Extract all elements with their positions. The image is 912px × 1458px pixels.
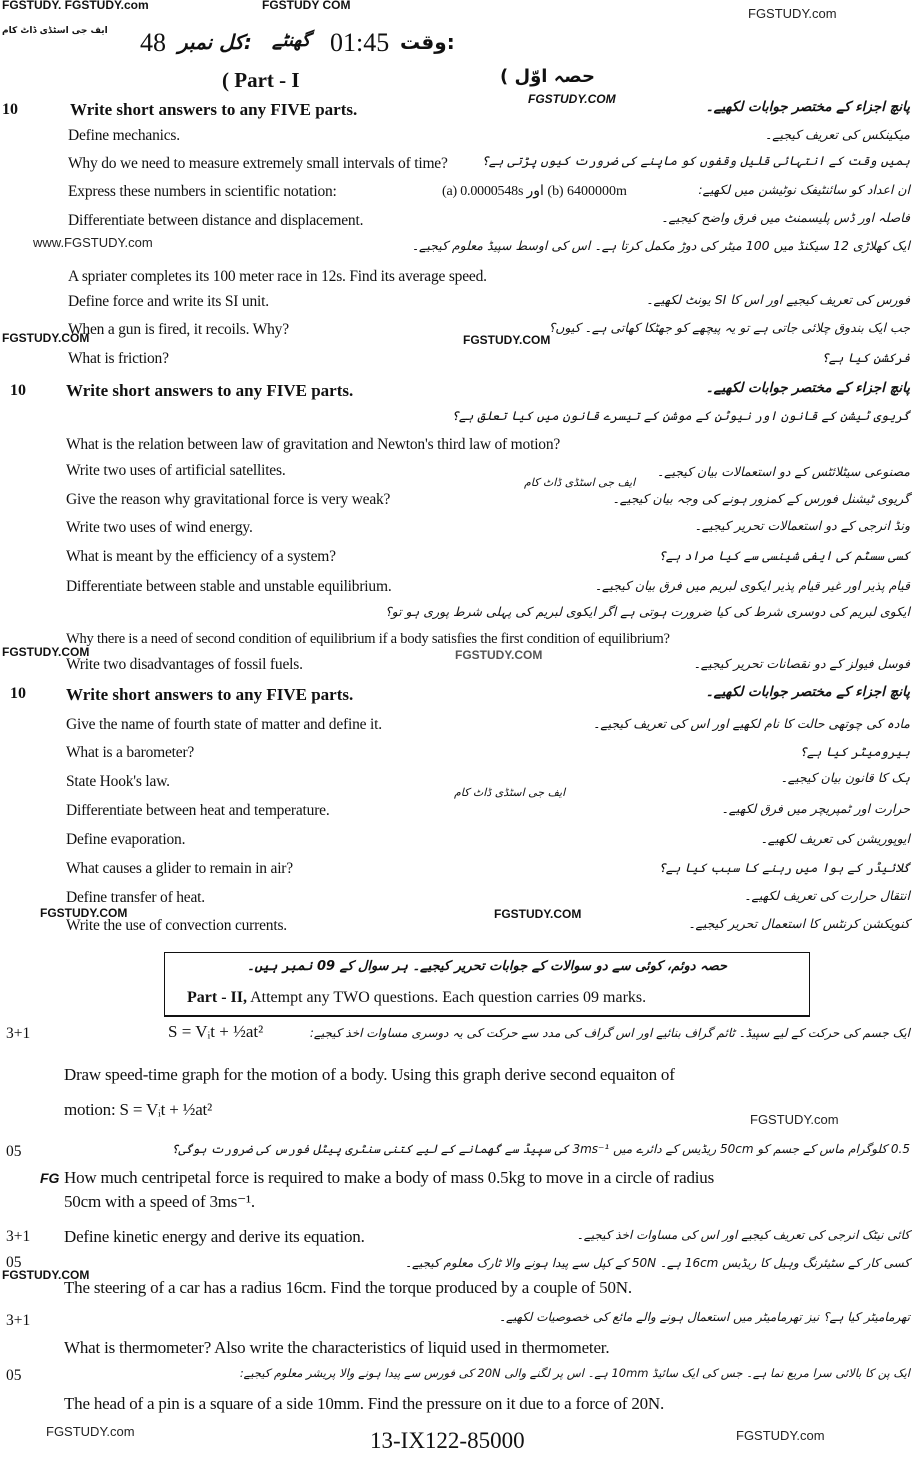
watermark: FG [40,1170,60,1186]
watermark: FGSTUDY.com [750,1112,839,1127]
question-marks: 05 [6,1254,22,1271]
watermark: FGSTUDY COM [262,0,351,12]
equation: S = Vᵢt + ½at² [168,1022,264,1041]
question-text: motion: S = Vᵢt + ½at² [64,1100,212,1119]
section-marks: 10 [10,685,26,702]
question-text-urdu: ایوپوریشن کی تعریف لکھیے۔ [760,831,910,846]
question-text: Write two disadvantages of fossil fuels. [66,656,303,673]
question-text: Write two uses of artificial satellites. [66,462,286,479]
section-title-urdu: پانچ اجزاء کے مختصر جوابات لکھیے۔ [705,99,910,115]
question-text-urdu: جب ایک بندوق چلائی جاتی ہے تو یہ پیچھے کو جھٹکا کھاتی ہے۔ کیوں؟ [548,320,910,335]
question-text-urdu: کسی سسٹم کی ایفی شینسی سے کیا مراد ہے؟ [658,548,910,563]
question-text-urdu: ہک کا قانون بیان کیجیے۔ [780,770,910,785]
question-text-urdu: ایکوی لبریم کی دوسری شرط کی کیا ضرورت ہوتی ہے اگر ایکوی لبریم کی پہلی شرط پوری ہو تو؟ [385,604,910,619]
question-text: The head of a pin is a square of a side 10mm. Find the pressure on it due to a force of 20N. [64,1394,665,1413]
section-title: Write short answers to any FIVE parts. [70,100,358,119]
watermark: FGSTUDY.COM [463,333,551,347]
question-text: What is thermometer? Also write the characteristics of liquid used in thermometer. [64,1338,610,1357]
section-title-urdu: پانچ اجزاء کے مختصر جوابات لکھیے۔ [705,684,910,700]
question-marks: 3+1 [6,1312,31,1329]
question-text-urdu: فوسل فیولز کے دو نقصانات تحریر کیجیے۔ [693,656,910,671]
question-text: Define evaporation. [66,831,186,848]
question-text: 50cm with a speed of 3ms⁻¹. [64,1192,255,1211]
paper-code: 13-IX122-85000 [370,1428,525,1453]
question-text: Why do we need to measure extremely small intervals of time? [68,155,448,172]
question-marks: 05 [6,1143,22,1160]
question-text: Write two uses of wind energy. [66,519,253,536]
question-text-urdu: کسی کار کے سٹیئرنگ وہیل کا ریڈیس 16cm ہے۔ 50N کے کپل سے پیدا ہونے والا ٹارک معلوم کیجیے۔ [404,1256,910,1270]
time-unit: گھنٹے [272,30,311,51]
question-text: What causes a glider to remain in air? [66,860,293,877]
question-text-urdu: کنویکشن کرنٹس کا استعمال تحریر کیجیے۔ [688,916,910,931]
section-title: Write short answers to any FIVE parts. [66,381,354,400]
time-value: 01:45 [330,28,390,57]
watermark: FGSTUDY.COM [2,1268,90,1282]
watermark-urdu: ایف جی اسٹڈی ڈاٹ کام [2,26,108,36]
question-text-urdu: فاصلہ اور ڈس پلیسمنٹ میں فرق واضح کیجیے۔ [661,210,910,225]
question-text: Write the use of convection currents. [66,917,287,934]
question-text: Differentiate between heat and temperature. [66,802,330,819]
watermark: FGSTUDY.COM [2,645,90,659]
question-text-urdu: فرکشن کیا ہے؟ [821,350,910,365]
section-title-urdu: پانچ اجزاء کے مختصر جوابات لکھیے۔ [705,380,910,396]
question-text-urdu: ہمیں وقت کے انتہائی قلیل وقفوں کو ماپنے کی ضرورت کیوں پڑتی ہے؟ [481,153,910,168]
question-text: When a gun is fired, it recoils. Why? [68,321,289,338]
question-text-urdu: کائی نیٹک انرجی کی تعریف کیجیے اور اس کی مساوات اخذ کیجیے۔ [576,1228,910,1242]
time-label: وقت: [400,30,455,54]
question-text-urdu: گریوی ٹیشنل فورس کے کمزور ہونے کی وجہ بیان کیجیے۔ [612,491,910,506]
question-text: Express these numbers in scientific notation: [68,183,337,200]
question-text: What is friction? [68,350,169,367]
section-marks: 10 [2,101,18,118]
question-text: What is meant by the efficiency of a system? [66,548,336,565]
question-marks: 3+1 [6,1025,31,1042]
question-text-urdu: ایک پن کا بالائی سرا مربع نما ہے۔ جس کی ایک سائیڈ 10mm ہے۔ اس پر لگنے والی 20N کی فورس سے پیدا ہونے والا پریشر معلوم کیجیے: [239,1366,910,1380]
question-text: Draw speed-time graph for the motion of a body. Using this graph derive second equaiton of [64,1065,675,1084]
part-1-label-urdu: ( حصہ اوّل [500,66,595,87]
watermark: FGSTUDY.com [736,1428,825,1443]
watermark: FGSTUDY.COM [528,92,616,106]
section-title: Write short answers to any FIVE parts. [66,685,354,704]
question-text-urdu: تھرمامیٹر کیا ہے؟ نیز تھرمامیٹر میں استعمال ہونے والے مائع کی خصوصیات لکھیے۔ [498,1310,910,1324]
question-marks: 05 [6,1367,22,1384]
question-text-urdu: فورس کی تعریف کیجیے اور اس کا SI یونٹ لکھیے۔ [646,292,910,307]
question-text-urdu: گلائیڈر کے ہوا میں رہنے کا سبب کیا ہے؟ [658,860,910,875]
question-text: State Hook's law. [66,773,170,790]
question-text: Define force and write its SI unit. [68,293,269,310]
section-marks: 10 [10,382,26,399]
question-text: A spriater completes its 100 meter race in 12s. Find its average speed. [68,268,487,285]
watermark: FGSTUDY. FGSTUDY.com [2,0,149,12]
watermark: FGSTUDY.COM [494,907,582,921]
question-text: Define transfer of heat. [66,889,205,906]
question-text-urdu: مادہ کی چوتھی حالت کا نام لکھیے اور اس کی تعریف کیجیے۔ [593,716,910,731]
question-text: The steering of a car has a radius 16cm. Find the torque produced by a couple of 50N. [64,1278,632,1297]
question-text-urdu: بیرومیٹر کیا ہے؟ [799,744,910,759]
question-text: Define kinetic energy and derive its equation. [64,1227,365,1246]
question-text: Give the name of fourth state of matter and define it. [66,716,382,733]
part-2-heading-urdu: حصہ دوئم، کوئی سے دو سوالات کے جوابات تحریر کیجیے۔ ہر سوال کے 09 نمبر ہیں۔ [246,959,728,974]
watermark: FGSTUDY.COM [455,648,543,662]
question-values: (a) 0.0000548s اور (b) 6400000m [442,184,627,199]
question-marks: 3+1 [6,1228,31,1245]
question-text-urdu: مصنوعی سیٹلائٹس کے دو استعمالات بیان کیجیے۔ [656,464,910,479]
question-text-urdu: ایک کھلاڑی 12 سیکنڈ میں 100 میٹر کی دوڑ مکمل کرتا ہے۔ اس کی اوسط سپیڈ معلوم کیجیے۔ [411,238,910,253]
question-text-urdu: ایک جسم کی حرکت کے لیے سپیڈ۔ ٹائم گراف بنائیے اور اس گراف کی مدد سے حرکت کی یہ دوسری مساوات اخذ کیجیے: [309,1026,910,1040]
question-text: What is the relation between law of gravitation and Newton's third law of motion? [66,436,561,453]
part-2-heading: Part - II, Attempt any TWO questions. Each question carries 09 marks. [187,989,647,1006]
watermark: FGSTUDY.COM [2,331,90,345]
question-text: Differentiate between distance and displacement. [68,212,364,229]
watermark: www.FGSTUDY.com [33,235,153,250]
question-text-urdu: گریوی ٹیشن کے قانون اور نیوٹن کے موشن کے تیسرے قانون میں کیا تعلق ہے؟ [451,408,910,423]
part-1-label: ( Part - I [222,68,300,92]
part-2-instructions-box [164,952,810,1017]
total-marks-label: کل نمبر: [178,30,252,54]
question-text-urdu: ونڈ انرجی کے دو استعمالات تحریر کیجیے۔ [694,518,910,533]
question-text-urdu: قیام پذیر اور غیر قیام پذیر ایکوی لبریم میں فرق بیان کیجیے۔ [594,578,910,593]
watermark: FGSTUDY.com [46,1424,135,1439]
question-text: Define mechanics. [68,127,180,144]
question-text-urdu: ان اعداد کو سائنٹیفک نوٹیشن میں لکھیے: [698,182,910,197]
question-text-urdu: حرارت اور ٹمپریچر میں فرق لکھیے۔ [721,801,910,816]
question-text-urdu: 0.5 کلوگرام ماس کے جسم کو 50cm ریڈیس کے دائرے میں 3ms⁻¹ کی سپیڈ سے گھمانے کے لیے کتنی سنٹری پیٹل فورس کی ضرورت ہوگی؟ [171,1142,910,1156]
question-text: How much centripetal force is required to make a body of mass 0.5kg to move in a circle of radius [64,1168,715,1187]
watermark-urdu: ایف جی اسٹڈی ڈاٹ کام [524,476,636,489]
question-text: Why there is a need of second condition of equilibrium if a body satisfies the first condition of equilibrium? [66,631,670,647]
question-text: What is a barometer? [66,744,195,761]
question-text-urdu: میکینکس کی تعریف کیجیے۔ [764,127,910,142]
watermark: FGSTUDY.com [748,6,837,21]
watermark-urdu: ایف جی اسٹڈی ڈاٹ کام [454,786,566,799]
question-text: Give the reason why gravitational force is very weak? [66,491,391,508]
watermark: FGSTUDY.COM [40,906,128,920]
total-marks-value: 48 [140,28,166,57]
question-text-urdu: انتقال حرارت کی تعریف لکھیے۔ [744,888,910,903]
question-text: Differentiate between stable and unstable equilibrium. [66,578,392,595]
